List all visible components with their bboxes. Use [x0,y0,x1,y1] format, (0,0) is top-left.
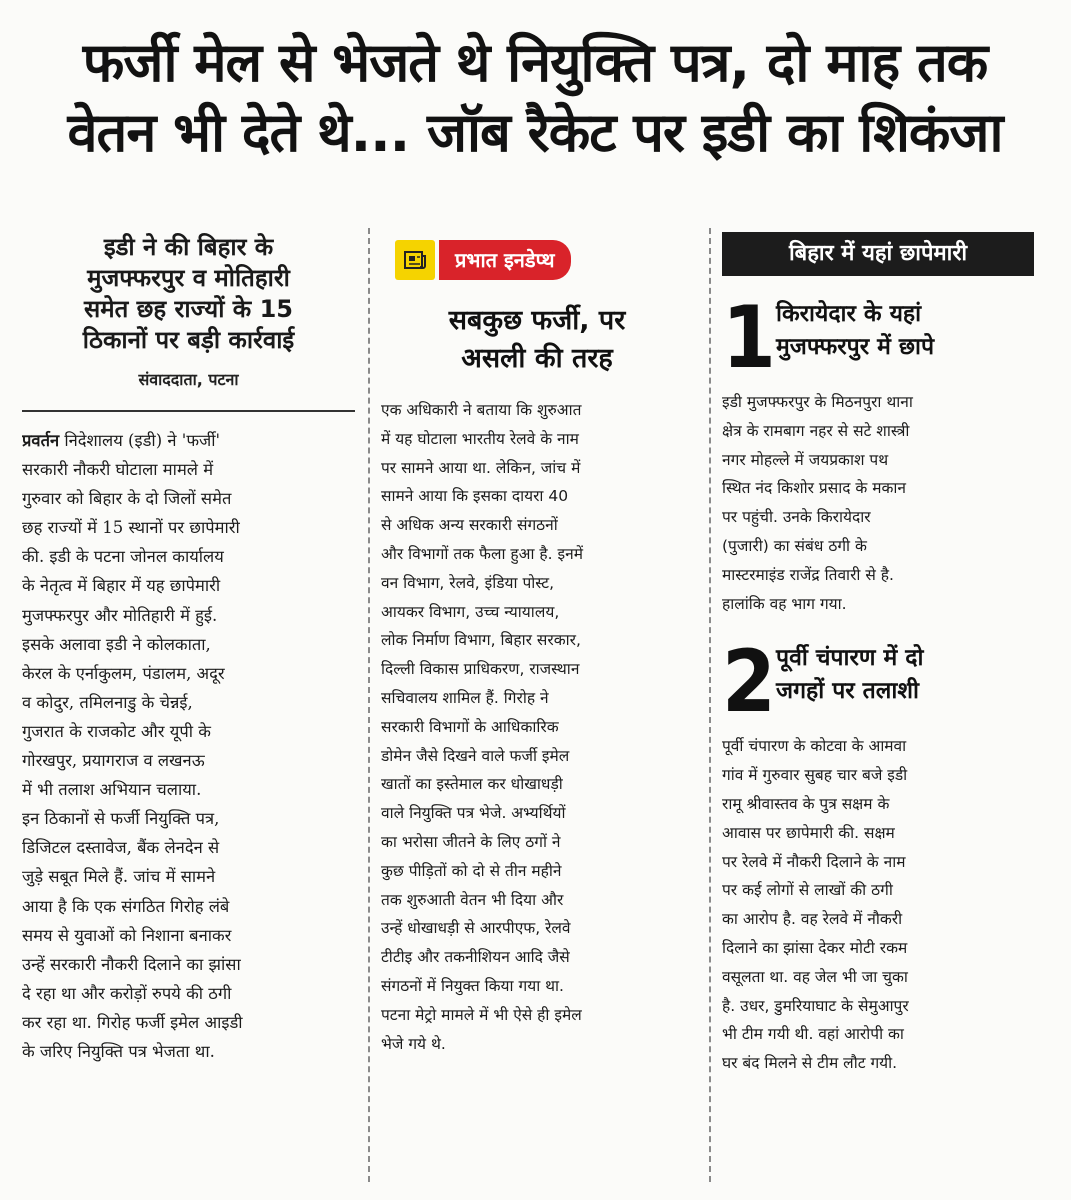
main-article-column [22,228,355,1182]
subhead-line: समेत छह राज्यों के 15 [84,295,293,323]
item-title [776,640,923,708]
body-line: मास्टरमाइंड राजेंद्र तिवारी से है. [722,565,894,584]
body-line: समय से युवाओं को निशाना बनाकर [22,925,232,945]
body-line: (पुजारी) का संबंध ठगी के [722,536,867,555]
body-line: सामने आया कि इसका दायरा 40 [381,487,569,506]
body-line: आयकर विभाग, उच्च न्यायालय, [381,602,560,621]
item-title-line: मुजफ्फरपुर में छापे [776,334,935,360]
article-body [22,426,355,1066]
body-line: व कोदुर, तमिलनाडु के चेन्नई, [22,692,193,712]
item-number: 1 [722,288,776,388]
subhead-line: मुजफ्फरपुर व मोतिहारी [87,264,290,292]
body-line: केरल के एर्नाकुलम, पंडालम, अदूर [22,663,225,683]
body-line: दिलाने का झांसा देकर मोटी रकम [722,938,908,957]
body-line: का आरोप है. वह रेलवे में नौकरी [722,910,903,929]
item-title-line: जगहों पर तलाशी [776,678,919,705]
headline-line-1: फर्जी मेल से भेजते थे नियुक्ति पत्र, दो माह तक [82,31,988,94]
body-line: आया है कि एक संगठित गिरोह लंबे [22,896,230,916]
body-line: संगठनों में नियुक्त किया गया था. [381,976,564,995]
body-line: मुजफ्फरपुर और मोतिहारी में हुई. [22,605,218,625]
item-number: 2 [722,632,776,733]
body-line: हालांकि वह भाग गया. [722,594,847,613]
body-line: में भी तलाश अभियान चलाया. [22,780,202,800]
headline [20,28,1050,168]
body-line: छह राज्यों में 15 स्थानों पर छापेमारी [22,518,240,538]
body-line: सरकारी विभागों के आधिकारिक [381,717,559,736]
article-subheadline [22,232,355,356]
body-line: का भरोसा जीतने के लिए ठगों ने [381,832,561,851]
raids-column [722,228,1034,1182]
item-title [776,296,934,364]
body-line: वन विभाग, रेलवे, इंडिया पोस्ट, [381,573,555,592]
subhead-line: ठिकानों पर बड़ी कार्रवाई [82,326,295,354]
body-line: पर कई लोगों से लाखों की ठगी [722,881,893,900]
body-line: और विभागों तक फैला हुआ है. इनमें [381,544,583,563]
body-line: क्षेत्र के रामबाग नहर से सटे शास्त्री [722,421,910,440]
raid-item [722,288,1034,388]
raid-item-body [722,388,1034,618]
body-line: डिजिटल दस्तावेज, बैंक लेनदेन से [22,838,220,858]
body-line: वाले नियुक्ति पत्र भेजे. अभ्यर्थियों [381,804,566,823]
raid-item [722,632,1034,733]
body-line: तक शुरुआती वेतन भी दिया और [381,890,564,909]
body-line: भी टीम गयी थी. वहां आरोपी का [722,1025,904,1044]
body-line: पटना मेट्रो मामले में भी ऐसे ही इमेल [381,1005,582,1024]
body-line: पूर्वी चंपारण के कोटवा के आमवा [722,737,907,756]
feature-title [381,302,693,378]
feature-body [381,396,693,1058]
item-title-line: किरायेदार के यहां [776,301,922,327]
indepth-label: प्रभात इनडेप्थ [439,240,571,280]
body-line: वसूलता था. वह जेल भी जा चुका [722,967,908,986]
body-line: कुछ पीड़ितों को दो से तीन महीने [381,861,562,880]
body-line: पर पहुंची. उनके किरायेदार [722,508,871,527]
body-line: है. उधर, डुमरियाघाट के सेमुआपुर [722,996,909,1015]
body-line: सचिवालय शामिल हैं. गिरोह ने [381,688,549,707]
headline-line-2: वेतन भी देते थे... जॉब रैकेट पर इडी का शिकंजा [67,101,1003,164]
body-line: गोरखपुर, प्रयागराज व लखनऊ [22,751,205,771]
column-divider [368,228,370,1182]
body-line: इन ठिकानों से फर्जी नियुक्ति पत्र, [22,809,220,829]
indepth-column [381,228,693,1182]
byline: संवाददाता, पटना [138,370,239,389]
body-line: टीटीइ और तकनीशियन आदि जैसे [381,948,570,967]
divider [22,410,355,412]
body-line: कर रहा था. गिरोह फर्जी इमेल आइडी [22,1012,243,1032]
body-line: से अधिक अन्य सरकारी संगठनों [381,516,558,535]
subhead-line: इडी ने की बिहार के [103,233,274,261]
feature-title-line: सबकुछ फर्जी, पर [448,305,626,336]
body-line: पर रेलवे में नौकरी दिलाने के नाम [722,852,906,871]
body-line: के नेतृत्व में बिहार में यह छापेमारी [22,576,221,596]
body-line: सरकारी नौकरी घोटाला मामले में [22,460,214,480]
body-line: लोक निर्माण विभाग, बिहार सरकार, [381,631,581,650]
body-line: उन्हें सरकारी नौकरी दिलाने का झांसा [22,954,241,974]
body-line: में यह घोटाला भारतीय रेलवे के नाम [381,429,579,448]
body-line: गुरुवार को बिहार के दो जिलों समेत [22,489,232,509]
lead-word: प्रवर्तन [22,431,60,450]
body-line: के जरिए नियुक्ति पत्र भेजता था. [22,1041,215,1061]
body-text: निदेशालय (इडी) ने 'फर्जी' [59,431,221,450]
body-line: दे रहा था और करोड़ों रुपये की ठगी [22,983,232,1003]
item-title-line: पूर्वी चंपारण में दो [776,645,924,672]
body-line: एक अधिकारी ने बताया कि शुरुआत [381,401,582,419]
body-line: भेजे गये थे. [381,1034,446,1053]
body-line: डोमेन जैसे दिखने वाले फर्जी इमेल [381,746,570,765]
body-line: नगर मोहल्ले में जयप्रकाश पथ [722,450,889,469]
body-line: गांव में गुरुवार सुबह चार बजे इडी [722,766,908,785]
body-line: इसके अलावा इडी ने कोलकाता, [22,634,211,654]
raid-item-body [722,732,1034,1078]
body-line: पर सामने आया था. लेकिन, जांच में [381,458,581,477]
column-divider [709,228,711,1182]
body-line: इडी मुजफ्फरपुर के मिठनपुरा थाना [722,393,913,411]
body-line: खातों का इस्तेमाल कर धोखाधड़ी [381,775,563,794]
body-line: आवास पर छापेमारी की. सक्षम [722,823,895,842]
body-line: की. इडी के पटना जोनल कार्यालय [22,547,224,567]
raids-box-title: बिहार में यहां छापेमारी [722,232,1034,276]
body-line: स्थित नंद किशोर प्रसाद के मकान [722,479,906,498]
indepth-badge [381,240,693,280]
body-line: दिल्ली विकास प्राधिकरण, राजस्थान [381,660,580,679]
body-line: उन्हें धोखाधड़ी से आरपीएफ, रेलवे [381,919,571,938]
body-line: घर बंद मिलने से टीम लौट गयी. [722,1054,898,1073]
body-line: जुड़े सबूत मिले हैं. जांच में सामने [22,867,216,887]
body-line: गुजरात के राजकोट और यूपी के [22,721,211,741]
newspaper-icon [395,240,435,280]
body-line: रामू श्रीवास्तव के पुत्र सक्षम के [722,794,890,813]
feature-title-line: असली की तरह [461,343,613,374]
body-line [22,426,355,455]
